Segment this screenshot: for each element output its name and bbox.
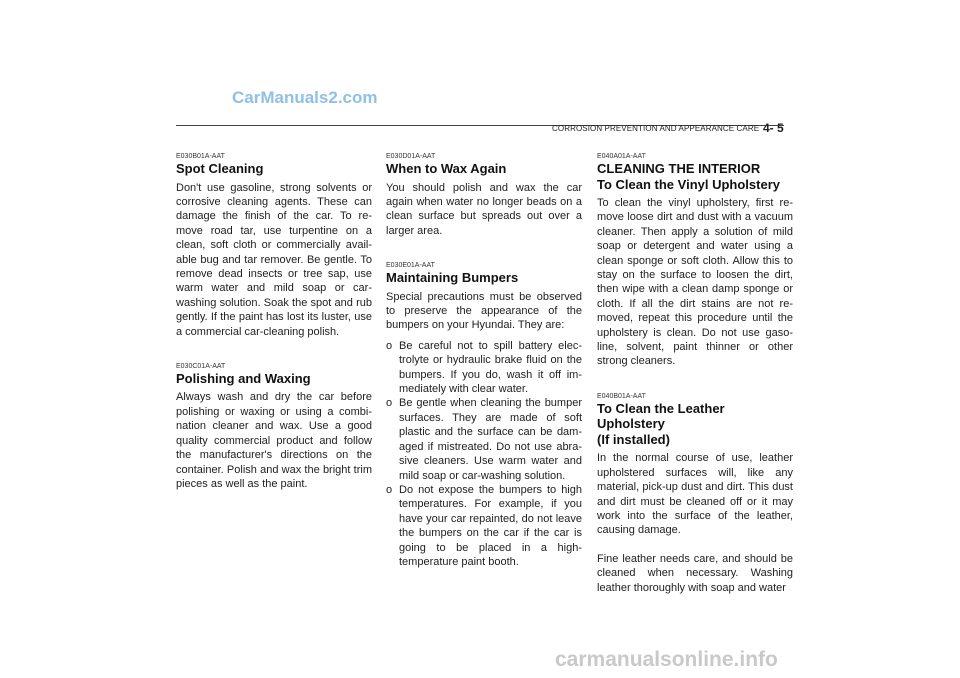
section-code: E040B01A-AAT — [597, 392, 646, 400]
section-code: E030B01A-AAT — [176, 153, 225, 160]
column-3 — [597, 152, 793, 595]
list-item — [386, 396, 582, 482]
list-item-text: Be gentle when cleaning the bumper surfaces. They are made of soft plastic and the surface can be dam-aged if mistreated. Do not use abra-sive cleaners. Use warm water and mild soap or car-washing solution. — [399, 397, 582, 482]
section-body: You should polish and wax the car again when water no longer beads on a clean surface but spreads out over a larger area. — [386, 181, 582, 237]
section-heading: Maintaining Bumpers — [386, 270, 519, 286]
section-leather-upholstery — [597, 392, 793, 595]
bullet-mark: o — [386, 397, 393, 410]
section-code: E030D01A-AAT — [386, 153, 436, 160]
section-body: In the normal course of use, leather upholstered surfaces will, like any material, pick-up dust and dirt. This dust and dirt must be cleaned off or it may work into the surface of the leather, causing damage. — [597, 452, 793, 537]
section-body: Special precautions must be observed to preserve the appearance of the bumpers on your Hyundai. They are: — [386, 290, 582, 332]
column-2 — [386, 152, 582, 569]
list-item — [386, 483, 582, 569]
section-heading: CLEANING THE INTERIOR — [597, 161, 761, 176]
section-subheading: (If installed) — [597, 431, 670, 447]
list-item-text: Do not expose the bumpers to high temperatures. For example, if you have your car repainted, do not leave the bumpers on the car if the car is going to be placed in a high-temperature paint booth. — [399, 483, 582, 568]
section-heading: To Clean the Leather Upholstery — [597, 400, 725, 432]
section-body: Always wash and dry the car before polishing or waxing or using a combi-nation cleaner and wax. Use a good quality commercial product and follow the manufacturer's directions on the container. Polish and wax the bright trim pieces as well as the paint. — [176, 391, 372, 490]
paragraph-gap — [597, 538, 793, 552]
section-body: Don't use gasoline, strong solvents or corrosive cleaning agents. These can damage the finish of the car. To re-move road tar, use turpentine on a clean, soft cloth or commercially avail-able bug and tar remover. Be gentle. To remove dead insects or tree sap, use warm water and mild soap or car-washing solution. Soak the spot and rub gently. If the paint has lost its luster, use a commercial car-cleaning polish. — [176, 181, 372, 338]
column-1 — [176, 152, 372, 491]
section-code: E040A01A-AAT — [597, 153, 646, 160]
section-heading: Polishing and Waxing — [176, 370, 311, 386]
section-heading: Spot Cleaning — [176, 161, 264, 176]
section-body: Fine leather needs care, and should be cleaned when necessary. Washing leather thoroughly with soap and water — [597, 552, 793, 594]
site-logo[interactable]: CarManuals2.com — [232, 88, 378, 107]
section-subheading: To Clean the Vinyl Upholstery — [597, 176, 780, 192]
bullet-mark: o — [386, 483, 393, 496]
section-spot-cleaning — [176, 152, 372, 339]
watermark: carmanualsonline.info — [555, 648, 778, 671]
section-title: CORROSION PREVENTION AND APPEARANCE CARE — [552, 124, 760, 133]
bullet-mark: o — [386, 339, 393, 352]
page-number: 4- 5 — [763, 121, 784, 135]
section-polishing-waxing — [176, 362, 372, 491]
section-body: To clean the vinyl upholstery, first re-move loose dirt and dust with a vacuum cleaner. Then apply a solution of mild soap or detergent and water using a clean sponge or soft cloth. Allow this to stay on the surface to loosen the dirt, then wipe with a clean damp sponge or cloth. If all the dirt stains are not re-moved, repeat this procedure until the upholstery is clean. Do not use gaso-line, solvent, paint thinner or other strong cleaners. — [597, 197, 793, 368]
list-item — [386, 339, 582, 397]
section-when-to-wax — [386, 152, 582, 238]
section-code: E030E01A-AAT — [386, 262, 435, 270]
list-item-text: Be careful not to spill battery elec-trolyte or hydraulic brake fluid on the bumpers. If you do, wash it off im-mediately with clear water. — [399, 339, 582, 396]
section-code: E030C01A-AAT — [176, 362, 226, 370]
section-maintaining-bumpers — [386, 261, 582, 569]
section-cleaning-interior — [597, 152, 793, 369]
section-heading: When to Wax Again — [386, 161, 507, 176]
bumper-precautions-list — [386, 339, 582, 570]
